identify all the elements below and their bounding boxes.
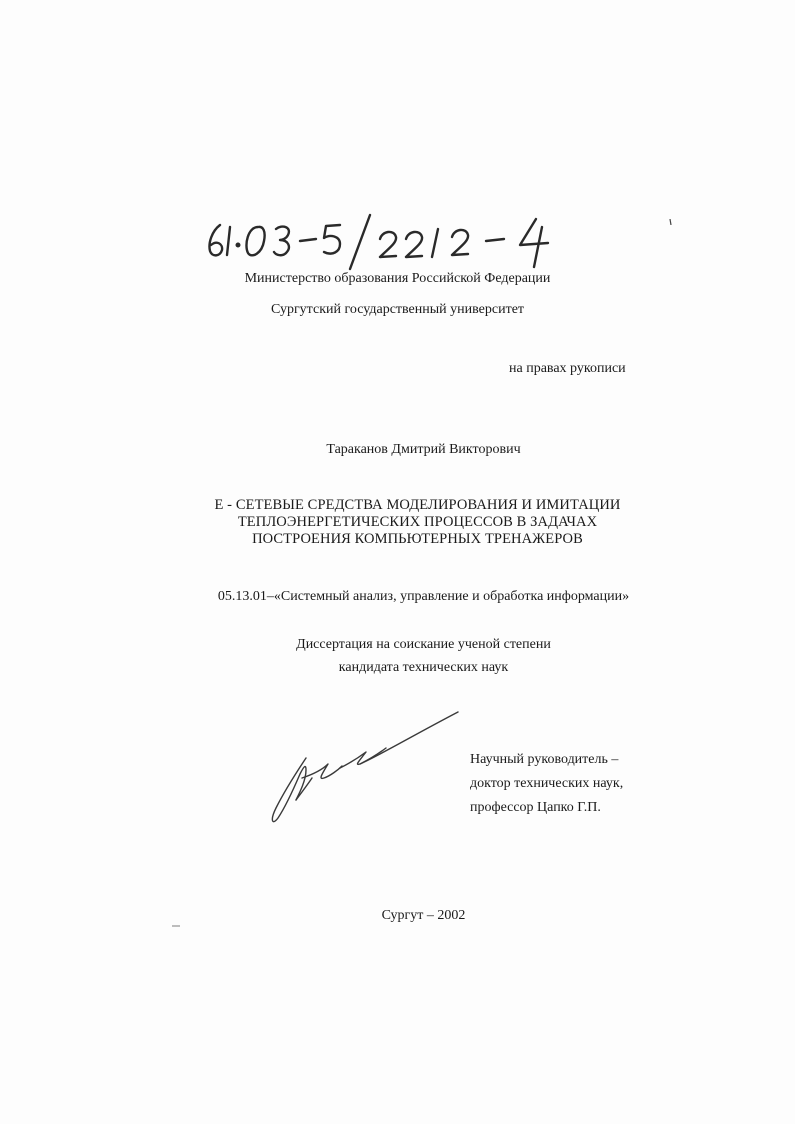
degree-line-1: Диссертация на соискание ученой степени <box>296 637 551 652</box>
supervisor-block <box>470 748 623 820</box>
university-line: Сургутский государственный университет <box>270 302 525 317</box>
ministry-line: Министерство образования Российской Федерации <box>244 271 551 286</box>
supervisor-line-1: Научный руководитель – <box>470 752 619 767</box>
author-signature <box>262 708 467 830</box>
title-line-3: ПОСТРОЕНИЯ КОМПЬЮТЕРНЫХ ТРЕНАЖЕРОВ <box>252 531 583 547</box>
city-year: Сургут – 2002 <box>381 908 466 923</box>
supervisor-line-3: профессор Цапко Г.П. <box>470 800 601 815</box>
handwritten-archive-number <box>200 205 580 275</box>
specialty-line: 05.13.01–«Системный анализ, управление и обработка информации» <box>217 589 630 604</box>
degree-line-2: кандидата технических наук <box>338 660 509 675</box>
margin-mark <box>669 212 673 218</box>
margin-dash <box>172 925 180 927</box>
dissertation-title <box>0 497 795 548</box>
rights-note: на правах рукописи <box>509 361 626 376</box>
title-line-1: Е - СЕТЕВЫЕ СРЕДСТВА МОДЕЛИРОВАНИЯ И ИМИТАЦИИ <box>214 497 621 513</box>
supervisor-line-2: доктор технических наук, <box>470 776 624 791</box>
title-line-2: ТЕПЛОЭНЕРГЕТИЧЕСКИХ ПРОЦЕССОВ В ЗАДАЧАХ <box>237 514 598 530</box>
author-name: Тараканов Дмитрий Викторович <box>326 442 521 457</box>
